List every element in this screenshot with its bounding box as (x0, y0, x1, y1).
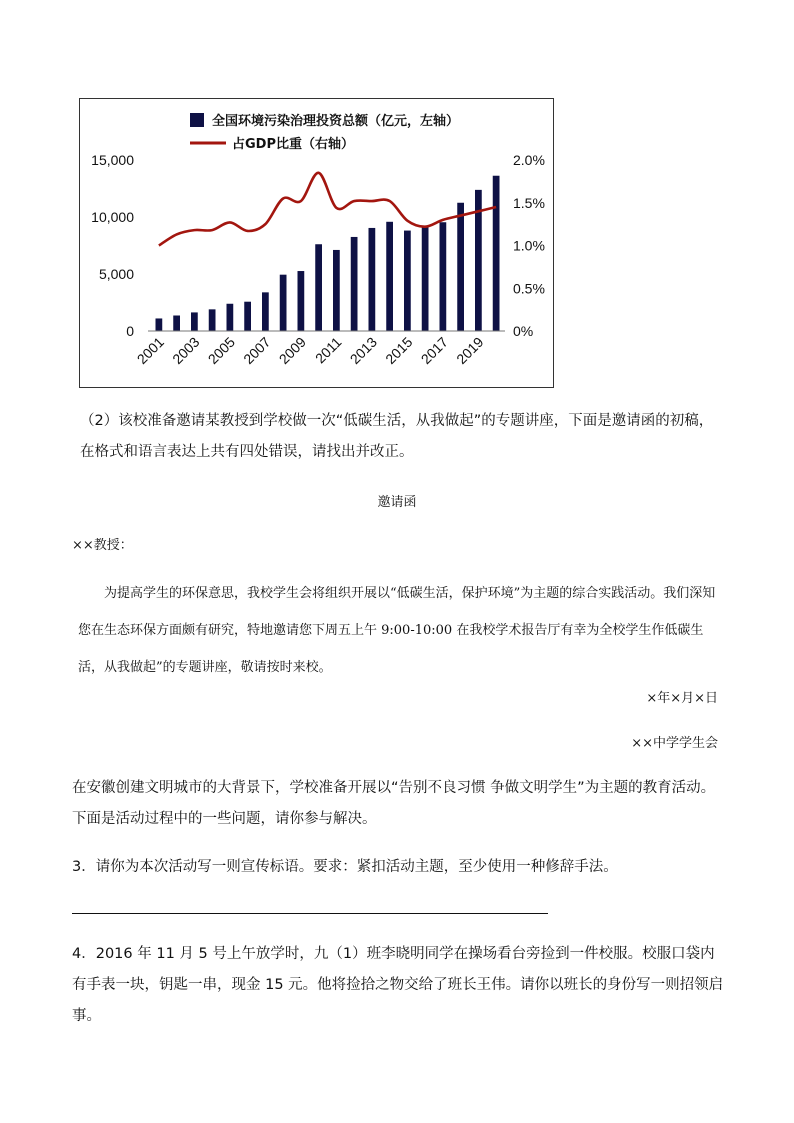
right-tick-label: 0% (513, 323, 534, 339)
question-2: （2）该校准备邀请某教授到学校做一次“低碳生活，从我做起”的专题讲座，下面是邀请函的初稿，在格式和语言表达上共有四处错误，请找出并改正。 (80, 413, 714, 460)
right-tick-label: 1.5% (513, 194, 545, 211)
bar-2016 (422, 226, 429, 331)
question-3: 3．请你为本次活动写一则宣传标语。要求：紧扣活动主题，至少使用一种修辞手法。 (72, 859, 618, 875)
question-4: 4．2016 年 11 月 5 号上午放学时，九（1）班李晓明同学在操场看台旁捡到一件校服。校服口袋内有手表一块，钥匙一串，现金 15 元。他将捡拾之物交给了班长王伟。请你以班长的身份写一则招领启事。 (72, 946, 724, 1024)
bar-2001 (156, 318, 163, 331)
bar-2014 (386, 222, 393, 331)
legend-bar-swatch (190, 113, 204, 127)
right-tick-label: 2.0% (513, 152, 545, 168)
bar-2003 (191, 312, 198, 331)
activity-intro: 在安徽创建文明城市的大背景下，学校准备开展以“告别不良习惯 争做文明学生”为主题的教育活动。下面是活动过程中的一些问题，请你参与解决。 (72, 780, 716, 827)
bar-2017 (440, 222, 447, 331)
bar-2007 (262, 292, 269, 331)
letter-body: 为提高学生的环保意思，我校学生会将组织开展以“低碳生活，保护环境”为主题的综合实践活动。我们深知您在生态环保方面颇有研究，特地邀请您下周五上午 9:00-10:00 在我校学术报告厅有幸为全校学生作低碳生活，从我做起”的专题讲座，敬请按时来校。 (78, 586, 716, 675)
bar-2009 (298, 271, 305, 331)
left-tick-label: 10,000 (91, 209, 134, 225)
chart-frame (79, 98, 554, 388)
left-tick-label: 0 (126, 323, 134, 339)
x-tick-label: 2007 (240, 333, 274, 368)
bar-2012 (351, 237, 358, 331)
x-tick-label: 2005 (204, 333, 238, 368)
right-tick-label: 1.0% (513, 237, 545, 254)
x-tick-label: 2009 (275, 333, 309, 368)
letter-salutation: ××教授： (72, 538, 133, 553)
answer-line[interactable] (72, 913, 548, 914)
x-tick-label: 2003 (169, 333, 203, 368)
bar-2018 (457, 203, 464, 331)
x-tick-label: 2015 (382, 333, 416, 368)
legend-bar-label: 全国环境污染治理投资总额（亿元，左轴） (212, 114, 460, 129)
bar-2011 (333, 250, 340, 331)
x-tick-label: 2017 (417, 333, 451, 368)
letter-title: 邀请函 (377, 495, 417, 510)
x-tick-label: 2011 (311, 333, 345, 367)
bar-2004 (209, 309, 216, 331)
bar-2005 (227, 304, 234, 331)
investment-chart (80, 99, 553, 387)
bar-2006 (244, 302, 251, 331)
left-tick-label: 5,000 (98, 266, 134, 282)
bar-2002 (173, 315, 180, 331)
right-tick-label: 0.5% (513, 280, 545, 297)
bar-2013 (369, 228, 376, 331)
x-tick-label: 2001 (133, 333, 167, 368)
left-tick-label: 15,000 (91, 152, 134, 168)
bar-2010 (315, 244, 322, 331)
bar-2020 (493, 176, 500, 331)
letter-date: ×年×月×日 (646, 691, 718, 706)
bar-2008 (280, 275, 287, 331)
x-tick-label: 2019 (453, 333, 487, 368)
letter-signer: ××中学学生会 (631, 736, 718, 751)
legend-line-label: 占GDP比重（右轴） (232, 137, 354, 152)
bar-2015 (404, 231, 411, 331)
x-tick-label: 2013 (346, 333, 380, 368)
